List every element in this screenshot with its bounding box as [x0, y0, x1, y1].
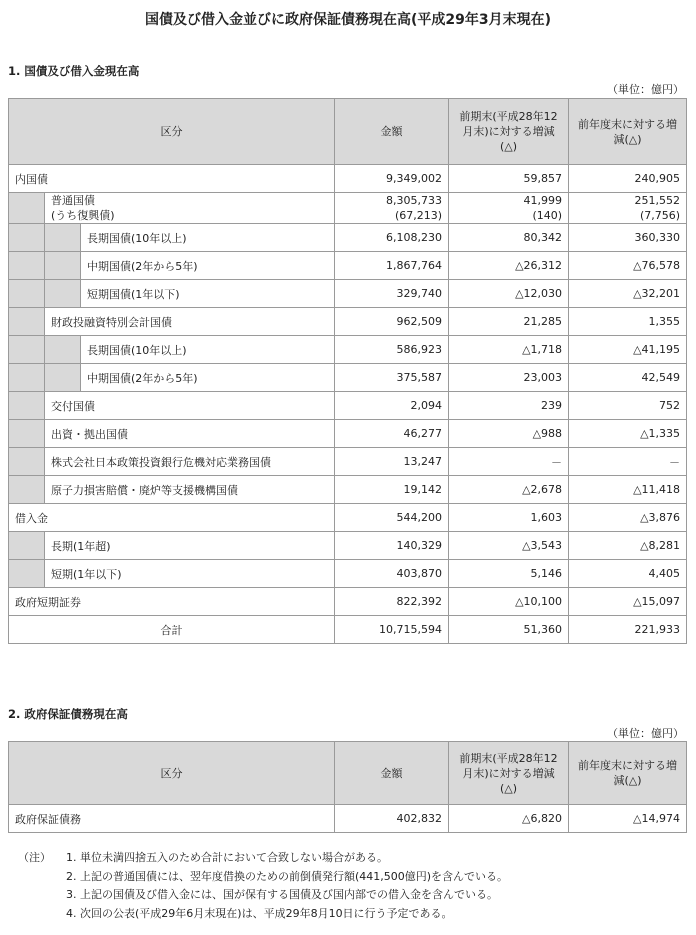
cell-prev-year: △3,876	[569, 504, 687, 532]
cell-amount: 544,200	[335, 504, 449, 532]
cell-amount: 2,094	[335, 392, 449, 420]
row-label: 交付国債	[45, 392, 335, 420]
cell-prev-period: 1,603	[449, 504, 569, 532]
cell-prev-period-main: 41,999	[523, 194, 563, 207]
indent-cell	[45, 280, 81, 308]
indent-cell	[9, 193, 45, 224]
table-row	[9, 805, 687, 833]
indent-cell	[9, 280, 45, 308]
cell-prev-year-sub: (7,756)	[639, 209, 681, 222]
row-label: 短期(1年以下)	[45, 560, 335, 588]
indent-cell	[9, 448, 45, 476]
table-row-total	[9, 616, 687, 644]
cell-prev-year: 4,405	[569, 560, 687, 588]
cell-prev-year: 221,933	[569, 616, 687, 644]
indent-cell	[9, 308, 45, 336]
row-label: 財政投融資特別会計国債	[45, 308, 335, 336]
section-1-unit: （単位：億円）	[607, 83, 684, 96]
row-label	[45, 193, 335, 224]
cell-prev-year	[569, 193, 687, 224]
cell-prev-year-main: 251,552	[634, 194, 681, 207]
cell-prev-year: △1,335	[569, 420, 687, 448]
cell-amount-main: 8,305,733	[386, 194, 443, 207]
note-text: 1. 単位未満四捨五入のため合計において合致しない場合がある。	[66, 851, 388, 864]
cell-amount: 586,923	[335, 336, 449, 364]
table-row	[9, 165, 687, 193]
indent-cell	[45, 252, 81, 280]
guarantee-table	[8, 741, 687, 833]
row-label: 政府短期証券	[9, 588, 335, 616]
note-item	[18, 868, 508, 887]
cell-prev-year: 42,549	[569, 364, 687, 392]
cell-amount-sub: (67,213)	[394, 209, 443, 222]
cell-prev-period: 21,285	[449, 308, 569, 336]
cell-prev-year: △14,974	[569, 805, 687, 833]
row-label-main: 普通国債	[51, 194, 95, 207]
header-category: 区分	[9, 742, 335, 805]
cell-prev-period: △3,543	[449, 532, 569, 560]
cell-prev-period-sub: (140)	[532, 209, 563, 222]
cell-amount: 1,867,764	[335, 252, 449, 280]
cell-amount: 13,247	[335, 448, 449, 476]
cell-prev-period: －	[449, 448, 569, 476]
cell-prev-year: △76,578	[569, 252, 687, 280]
cell-prev-period: 51,360	[449, 616, 569, 644]
indent-cell	[9, 336, 45, 364]
row-label: 内国債	[9, 165, 335, 193]
cell-amount: 375,587	[335, 364, 449, 392]
cell-prev-period: △2,678	[449, 476, 569, 504]
indent-cell	[9, 532, 45, 560]
header-prev-period: 前期末(平成28年12月末)に対する増減(△)	[449, 99, 569, 165]
cell-amount: 10,715,594	[335, 616, 449, 644]
header-prev-year: 前年度末に対する増減(△)	[569, 742, 687, 805]
table-row	[9, 420, 687, 448]
row-label: 合計	[9, 616, 335, 644]
row-label: 借入金	[9, 504, 335, 532]
table-row	[9, 252, 687, 280]
cell-prev-period: 239	[449, 392, 569, 420]
table-row	[9, 224, 687, 252]
table-row	[9, 364, 687, 392]
cell-amount: 9,349,002	[335, 165, 449, 193]
cell-amount: 140,329	[335, 532, 449, 560]
note-item	[18, 886, 508, 905]
row-label-sub: (うち復興債)	[51, 209, 115, 222]
cell-prev-year: 1,355	[569, 308, 687, 336]
indent-cell	[9, 252, 45, 280]
cell-prev-year: △32,201	[569, 280, 687, 308]
table-row	[9, 392, 687, 420]
cell-amount: 962,509	[335, 308, 449, 336]
cell-amount: 329,740	[335, 280, 449, 308]
table-row	[9, 448, 687, 476]
row-label: 中期国債(2年から5年)	[81, 252, 335, 280]
row-label: 長期(1年超)	[45, 532, 335, 560]
row-label: 株式会社日本政策投資銀行危機対応業務国債	[45, 448, 335, 476]
cell-prev-period: 5,146	[449, 560, 569, 588]
cell-prev-period: 23,003	[449, 364, 569, 392]
indent-cell	[45, 336, 81, 364]
indent-cell	[9, 420, 45, 448]
cell-prev-year: 240,905	[569, 165, 687, 193]
note-item	[18, 905, 508, 924]
header-amount: 金額	[335, 99, 449, 165]
header-prev-year: 前年度末に対する増減(△)	[569, 99, 687, 165]
indent-cell	[45, 224, 81, 252]
cell-prev-year: 752	[569, 392, 687, 420]
indent-cell	[9, 224, 45, 252]
table-row	[9, 280, 687, 308]
row-label: 原子力損害賠償・廃炉等支援機構国債	[45, 476, 335, 504]
row-label: 中期国債(2年から5年)	[81, 364, 335, 392]
table-row	[9, 308, 687, 336]
table-row	[9, 560, 687, 588]
row-label: 長期国債(10年以上)	[81, 224, 335, 252]
cell-prev-period: △12,030	[449, 280, 569, 308]
table-row	[9, 504, 687, 532]
row-label: 短期国債(1年以下)	[81, 280, 335, 308]
indent-cell	[9, 364, 45, 392]
indent-cell	[9, 476, 45, 504]
cell-prev-period	[449, 193, 569, 224]
note-text: 2. 上記の普通国債には、翌年度借換のための前倒債発行額(441,500億円)を含んでいる。	[66, 869, 509, 883]
cell-amount	[335, 193, 449, 224]
row-label: 長期国債(10年以上)	[81, 336, 335, 364]
table-row	[9, 532, 687, 560]
debt-table	[8, 98, 687, 644]
cell-amount: 822,392	[335, 588, 449, 616]
header-prev-period: 前期末(平成28年12月末)に対する増減(△)	[449, 742, 569, 805]
cell-amount: 19,142	[335, 476, 449, 504]
cell-prev-period: △10,100	[449, 588, 569, 616]
section-2-heading: 2. 政府保証債務現在高	[8, 707, 128, 721]
cell-prev-year: 360,330	[569, 224, 687, 252]
row-label: 出資・拠出国債	[45, 420, 335, 448]
indent-cell	[45, 364, 81, 392]
indent-cell	[9, 560, 45, 588]
note-text: 3. 上記の国債及び借入金には、国が保有する国債及び国内部での借入金を含んでいる。	[66, 888, 498, 901]
cell-amount: 403,870	[335, 560, 449, 588]
note-text: 4. 次回の公表(平成29年6月末現在)は、平成29年8月10日に行う予定である。	[66, 906, 453, 920]
cell-prev-year: △11,418	[569, 476, 687, 504]
section-2-unit: （単位：億円）	[607, 727, 684, 740]
indent-cell	[9, 392, 45, 420]
header-amount: 金額	[335, 742, 449, 805]
table-row	[9, 336, 687, 364]
note-item	[18, 849, 508, 868]
cell-prev-year: △41,195	[569, 336, 687, 364]
cell-amount: 46,277	[335, 420, 449, 448]
cell-amount: 402,832	[335, 805, 449, 833]
cell-amount: 6,108,230	[335, 224, 449, 252]
cell-prev-period: △26,312	[449, 252, 569, 280]
section-1-heading: 1. 国債及び借入金現在高	[8, 64, 140, 78]
cell-prev-period: 80,342	[449, 224, 569, 252]
table-row	[9, 193, 687, 224]
notes	[18, 849, 508, 923]
header-category: 区分	[9, 99, 335, 165]
cell-prev-year: △8,281	[569, 532, 687, 560]
cell-prev-period: △1,718	[449, 336, 569, 364]
table-row	[9, 588, 687, 616]
row-label: 政府保証債務	[9, 805, 335, 833]
notes-lead: （注）	[18, 851, 51, 864]
cell-prev-period: 59,857	[449, 165, 569, 193]
cell-prev-period: △6,820	[449, 805, 569, 833]
cell-prev-period: △988	[449, 420, 569, 448]
cell-prev-year: △15,097	[569, 588, 687, 616]
table-row	[9, 476, 687, 504]
cell-prev-year: －	[569, 448, 687, 476]
page-title: 国債及び借入金並びに政府保証債務現在高(平成29年3月末現在)	[144, 12, 552, 28]
